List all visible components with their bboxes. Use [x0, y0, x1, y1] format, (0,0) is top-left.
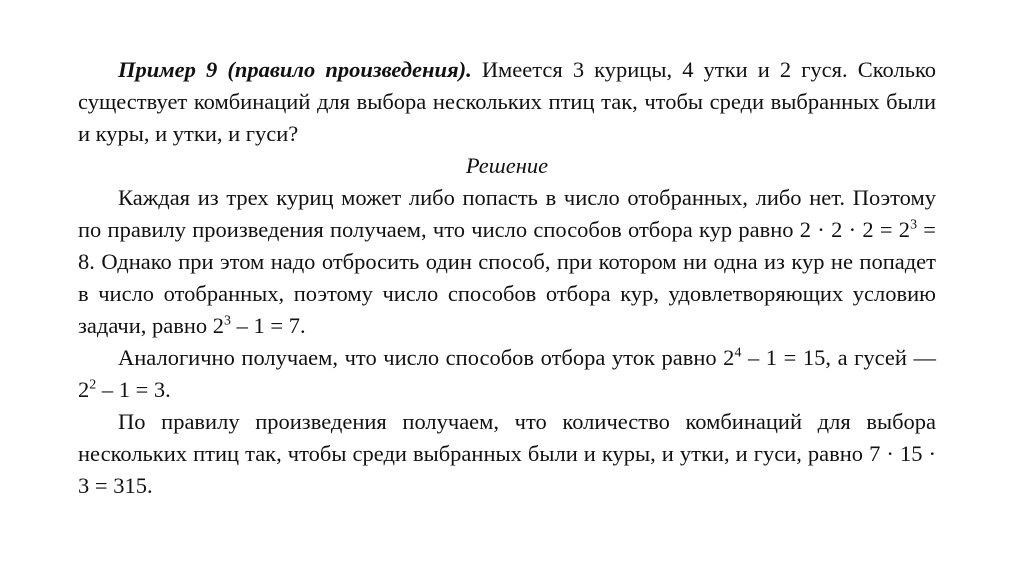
slide-text: [78, 54, 936, 502]
problem-statement: [78, 54, 936, 150]
paragraph-ducks-geese: [78, 342, 936, 406]
ducks-text-b: – 1 = 15, а гусей — 2: [78, 345, 936, 402]
chickens-text-a: Каждая из трех куриц может либо попасть в число отобранных, либо нет. Поэтому по правилу произведения получаем, что число способов отбора кур равно 2 · 2 · 2 = 2: [78, 185, 936, 242]
geese-text-c: – 1 = 3.: [96, 377, 171, 402]
example-title: Пример 9 (правило произведения).: [118, 57, 472, 82]
paragraph-conclusion: По правилу произведения получаем, что количество комбинаций для выбора нескольких птиц так, чтобы среди выбранных были и куры, и утки, и гуси, равно 7 · 15 · 3 = 315.: [78, 409, 936, 498]
exponent: 3: [224, 313, 232, 329]
chickens-text-b: = 8. Однако при этом надо отбросить один способ, при котором ни одна из кур не попадет в число отобранных, поэтому число способов отбора кур, удовлетворяющих условию задачи, равно 2: [78, 217, 936, 338]
paragraph-chickens: [78, 182, 936, 342]
problem-text: Имеется 3 курицы, 4 утки и 2 гуся. Сколько существует комбинаций для выбора нескольких птиц так, чтобы среди выбранных были и куры, и утки, и гуси?: [78, 57, 937, 146]
ducks-text-a: Аналогично получаем, что число способов отбора уток равно 2: [118, 345, 735, 370]
chickens-text-c: – 1 = 7.: [231, 313, 306, 338]
solution-heading: Решение: [465, 153, 549, 178]
exponent: 3: [910, 217, 918, 233]
exponent: 4: [734, 345, 742, 361]
exponent: 2: [89, 377, 97, 393]
